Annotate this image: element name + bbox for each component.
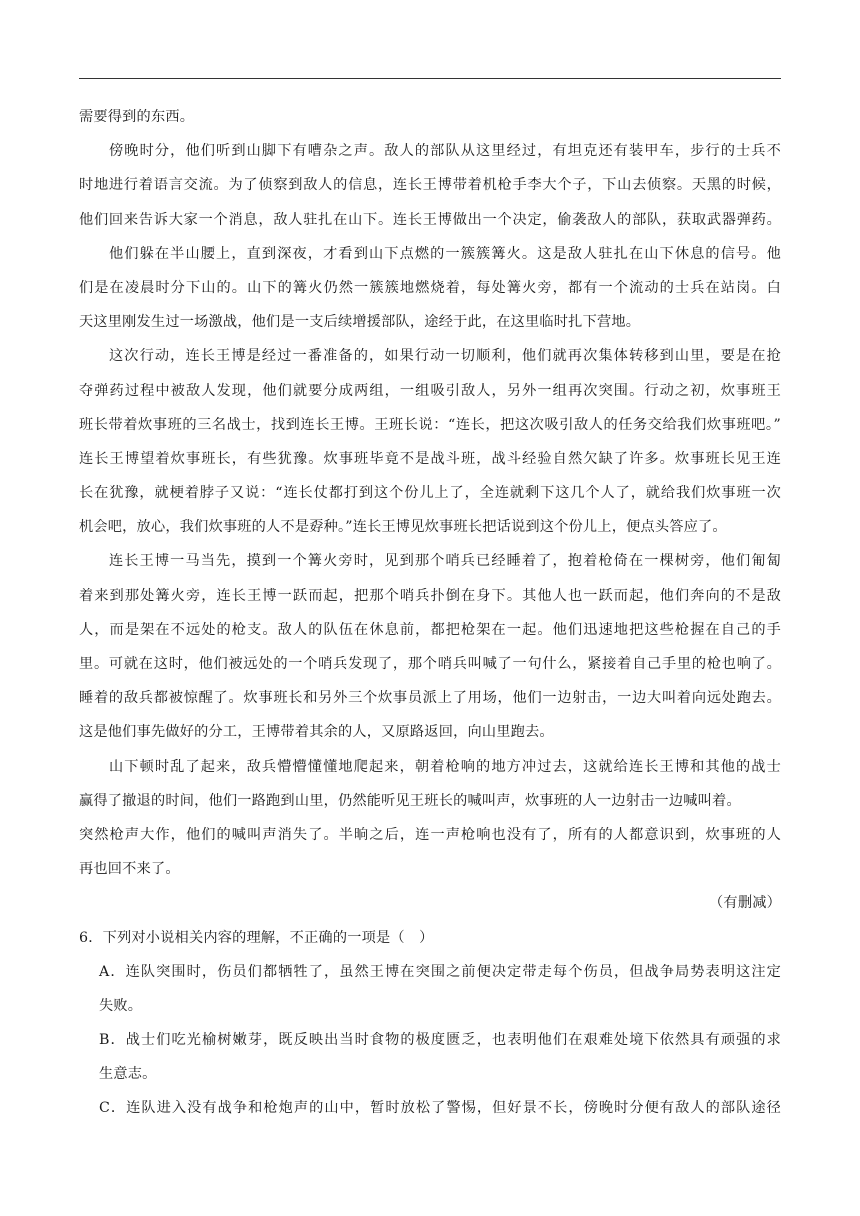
passage-line: 长在犹豫，就梗着脖子又说：“连长仗都打到这个份儿上了，全连就剩下这几个人了，就给我们炊事班一次 xyxy=(79,485,781,502)
option-text-line: B．战士们吃光榆树嫩芽，既反映出当时食物的极度匮乏，也表明他们在艰难处境下依然具有顽强的求 xyxy=(99,1032,781,1049)
option-text-line: 生意志。 xyxy=(99,1066,157,1083)
passage-line: 再也回不来了。 xyxy=(79,861,180,878)
abridged-note: （有删减） xyxy=(709,895,781,912)
option-text-line: A．连队突围时，伤员们都牺牲了，虽然王博在突围之前便决定带走每个伤员，但战争局势表明这注定 xyxy=(99,963,781,980)
question-6 xyxy=(79,921,781,1126)
story-passage xyxy=(79,100,781,886)
passage-line: 这是他们事先做好的分工，王博带着其余的人，又原路返回，向山里跑去。 xyxy=(79,724,554,741)
option-text-line: C．连队进入没有战争和枪炮声的山中，暂时放松了警惕，但好景不长，傍晚时分便有敌人的部队途径 xyxy=(99,1100,781,1117)
passage-line: 天这里刚发生过一场激战，他们是一支后续增援部队，途经于此，在这里临时扎下营地。 xyxy=(79,314,641,331)
passage-line: 山下顿时乱了起来，敌兵懵懵懂懂地爬起来，朝着枪响的地方冲过去，这就给连长王博和其他的战士 xyxy=(109,758,781,775)
option-text-line: 失败。 xyxy=(99,997,143,1014)
question-stem: 6．下列对小说相关内容的理解，不正确的一项是（ ） xyxy=(79,929,434,946)
passage-line: 夺弹药过程中被敌人发现，他们就要分成两组，一组吸引敌人，另外一组再次突围。行动之初，炊事班王 xyxy=(79,382,781,399)
passage-line: 们是在凌晨时分下山的。山下的篝火仍然一簇簇地燃烧着，每处篝火旁，都有一个流动的士兵在站岗。白 xyxy=(79,279,781,296)
document-page xyxy=(79,100,781,1126)
passage-line: 需要得到的东西。 xyxy=(79,109,195,125)
passage-line: 赢得了撤退的时间，他们一路跑到山里，仍然能听见王班长的喊叫声，炊事班的人一边射击一边喊叫着。 xyxy=(79,792,741,809)
passage-line: 睡着的敌兵都被惊醒了。炊事班长和另外三个炊事员派上了用场，他们一边射击，一边大叫着向远处跑去。 xyxy=(79,690,781,707)
passage-line: 这次行动，连长王博是经过一番准备的，如果行动一切顺利，他们就再次集体转移到山里，要是在抢 xyxy=(109,348,781,365)
passage-line: 里。可就在这时，他们被远处的一个哨兵发现了，那个哨兵叫喊了一句什么，紧接着自己手里的枪也响了。 xyxy=(79,656,781,672)
passage-line: 傍晚时分，他们听到山脚下有嘈杂之声。敌人的部队从这里经过，有坦克还有装甲车，步行的士兵不 xyxy=(109,143,781,160)
option-a[interactable] xyxy=(79,955,781,1023)
passage-line: 连长王博一马当先，摸到一个篝火旁时，见到那个哨兵已经睡着了，抱着枪倚在一棵树旁，他们匍匐 xyxy=(109,553,781,570)
passage-line: 班长带着炊事班的三名战士，找到连长王博。王班长说：“连长，把这次吸引敌人的任务交给我们炊事班吧。” xyxy=(79,416,781,433)
passage-line: 着来到那处篝火旁，连长王博一跃而起，把那个哨兵扑倒在身下。其他人也一跃而起，他们奔向的不是敌 xyxy=(79,587,781,604)
passage-line: 人，而是架在不远处的枪支。敌人的队伍在休息前，都把枪架在一起。他们迅速地把这些枪握在自己的手 xyxy=(79,621,781,638)
passage-line: 突然枪声大作，他们的喊叫声消失了。半晌之后，连一声枪响也没有了，所有的人都意识到，炊事班的人 xyxy=(79,826,781,843)
option-c[interactable] xyxy=(79,1091,781,1125)
answer-options xyxy=(79,955,781,1126)
option-b[interactable] xyxy=(79,1023,781,1091)
passage-line: 他们躲在半山腰上，直到深夜，才看到山下点燃的一簇簇篝火。这是敌人驻扎在山下休息的信号。他 xyxy=(109,245,781,262)
passage-line: 时地进行着语言交流。为了侦察到敌人的信息，连长王博带着机枪手李大个子，下山去侦察。天黑的时候， xyxy=(79,177,781,194)
header-rule xyxy=(79,78,781,79)
passage-line: 他们回来告诉大家一个消息，敌人驻扎在山下。连长王博做出一个决定，偷袭敌人的部队，获取武器弹药。 xyxy=(79,211,781,228)
passage-line: 连长王博望着炊事班长，有些犹豫。炊事班毕竟不是战斗班，战斗经验自然欠缺了许多。炊事班长见王连 xyxy=(79,450,781,467)
passage-line: 机会吧，放心，我们炊事班的人不是孬种。”连长王博见炊事班长把话说到这个份儿上，便点头答应了。 xyxy=(79,519,727,536)
